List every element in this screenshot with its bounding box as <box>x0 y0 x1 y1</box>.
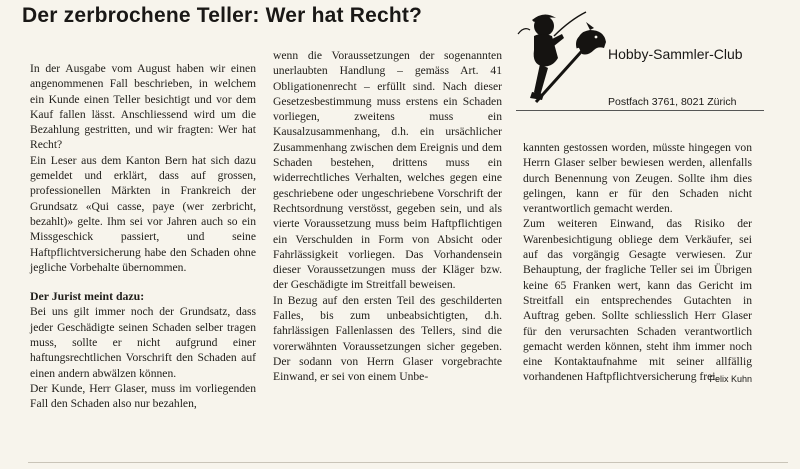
text-column-1 <box>30 61 256 412</box>
logo-divider <box>516 110 764 111</box>
club-address: Postfach 3761, 8021 Zürich <box>608 96 737 108</box>
paragraph-intro: In der Ausgabe vom August haben wir einen angenommenen Fall beschrieben, in welchem ein Kunde einen Teller besichtigt und vor dem Kauf fallen lässt. Anschliessend wird um die Bezahlung gestritten, und wir fragten: Wer hat Recht? <box>30 62 256 152</box>
article-headline: Der zerbrochene Teller: Wer hat Recht? <box>22 4 423 27</box>
section-subheading: Der Jurist meint dazu: <box>30 289 145 304</box>
club-name: Hobby-Sammler-Club <box>608 46 743 62</box>
paragraph-reader: Ein Leser aus dem Kanton Bern hat sich dazu gemeldet und erklärt, dass auf grossen, professionellen Märkten in Frankreich der Grundsatz «Qui casse, paye (wer zerbricht, bezahlt)» gelte. Ihm sei vor Jahren auch so ein Missgeschick passiert, und seine Haftpflichtversicherung habe den Schaden ohne jegliche Vorbehalte übernommen. <box>30 153 256 274</box>
rocking-horse-rider-logo <box>512 6 612 111</box>
text-column-3 <box>523 140 752 387</box>
paragraph-first-part: In Bezug auf den ersten Teil des geschilderten Falles, bis zum unbeabsichtigten, d.h. fahrlässigen Fallenlassen des Tellers, sind die vorerwähnten Voraussetzungen sicher gegeben. Der sodann von Herrn Glaser vorgebrachte Einwand, er sei von einem Unbe- <box>273 293 502 384</box>
paragraph-conditions: wenn die Voraussetzungen der sogenannten unerlaubten Handlung – gemäss Art. 41 Obligationenrecht – erfüllt sind. Nach dieser Gesetzesbestimmung muss erstens ein Schaden vorliegen, zweitens muss ein Kausalzusammenhang, d.h. ein ursächlicher Zusammenhang zwischen dem Ereignis und dem Schaden bestehen, drittens muss ein widerrechtliches Verhalten, welches gegen eine geschriebene oder ungeschriebene Vorschrift der Rechtsordnung verstösst, gegeben sein, und als vierte Voraussetzung muss beim Haftpflichtigen ein Verschulden in Form von Absicht oder Fahrlässigkeit vorliegen. Das Vorhandensein dieser Voraussetzungen muss der Kläger bzw. der Geschädigte im Streitfall beweisen. <box>273 49 502 292</box>
paragraph-proof: kannten gestossen worden, müsste hingegen von Herrn Glaser selber bewiesen werden, allenfalls durch Benennung von Zeugen. Sollte ihm dies gelingen, kann er für den Schaden nicht verantwortlich gemacht werden. <box>523 141 752 216</box>
paragraph-customer: Der Kunde, Herr Glaser, muss im vorliegenden Fall den Schaden also nur bezahlen, <box>30 381 256 411</box>
text-column-2 <box>273 48 502 385</box>
paragraph-objection: Zum weiteren Einwand, das Risiko der Warenbesichtigung obliege dem Verkäufer, sei auf das vorgängig Gesagte verwiesen. Zur Behauptung, der fragliche Teller sei im Übrigen keine 65 Franken wert, kann das Gericht im Streitfall ein entsprechendes Gutachten in Auftrag geben. Sollte schliesslich Herr Glaser für den verursachten Schaden verantwortlich gemacht werden können, steht ihm immer noch eine Kontaktaufnahme mit seiner allfällig vorhandenen Haftpflichtversicherung frei. <box>523 217 752 384</box>
paragraph-principle: Bei uns gilt immer noch der Grundsatz, dass jeder Geschädigte seinen Schaden selber tragen muss, sollte er nicht aufgrund einer haftungsrechtlichen Vorschrift den Schaden auf einen andern abwälzen können. <box>30 305 256 380</box>
club-logo-block <box>512 6 772 111</box>
bottom-divider <box>28 462 788 463</box>
author-signature: Felix Kuhn <box>709 373 752 384</box>
